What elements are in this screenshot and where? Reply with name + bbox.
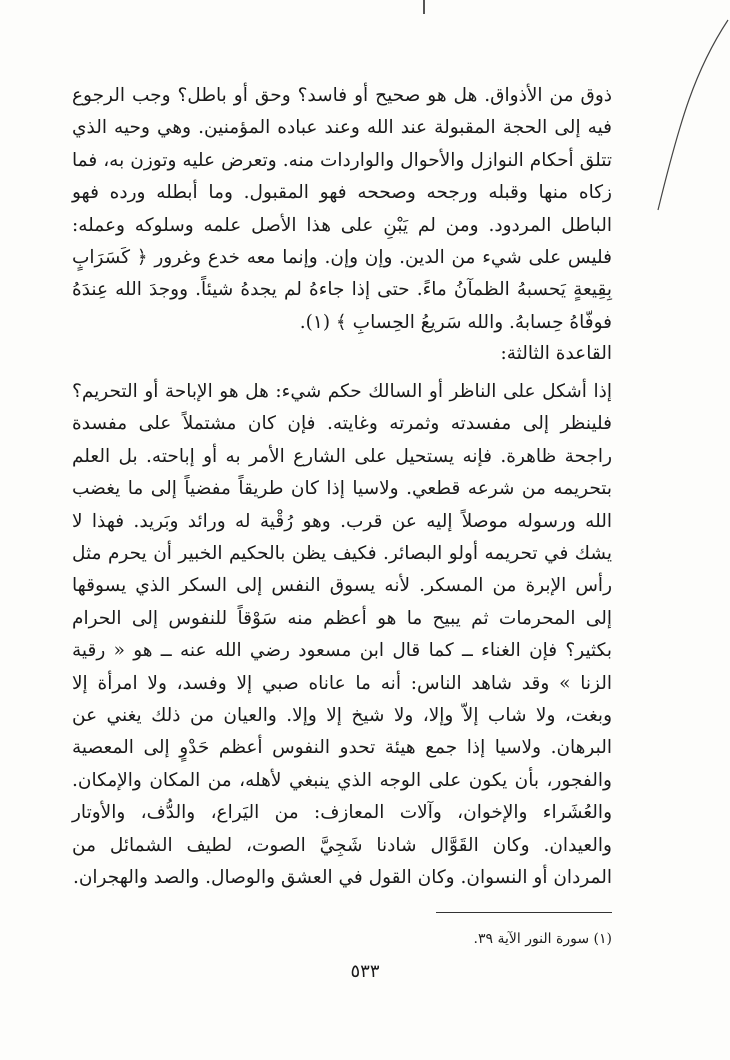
section-heading: القاعدة الثالثة: xyxy=(500,343,612,364)
footnote: (١) سورة النور الآية ٣٩. xyxy=(473,931,612,947)
page-number: ٥٣٣ xyxy=(350,961,380,982)
top-mark xyxy=(423,0,425,14)
footnote-rule xyxy=(436,912,612,913)
paragraph-2: إذا أشكل على الناظر أو السالك حكم شيء: هل هو الإباحة أو التحريم؟ فلينظر إلى مفسدته وثمرته وغايته. فإن كان مشتملاً على مفسدة راجحة ظاهرة. فإنه يستحيل على الشارع الأمر به أو إباحته. بل العلم بتحريمه من شرعه قطعي. ولاسيا إذا كان طريقاً مفضياً إلى ما يغضب الله ورسوله موصلاً إليه عن قرب. وهو رُقْية له ورائد وبَريد. فهذا لا يشك في تحريمه أولو البصائر. فكيف يظن بالحكيم الخبير أن يحرم مثل رأس الإبرة من المسكر. لأنه يسوق النفس إلى السكر الذي يسوقها إلى المحرمات ثم يبيح ما هو أعظم منه سَوْقاً للنفوس إلى الحرام بكثير؟ فإن الغناء ــ كما قال ابن مسعود رضي الله عنه ــ هو « رقية الزنا » وقد شاهد الناس: أنه ما عاناه صبي إلا وفسد، ولا امرأة إلا وبغت، ولا شاب إلاّ وإلا، ولا شيخ إلا وإلا. والعيان من ذلك يغني عن البرهان. ولاسيا إذا جمع هيئة تحدو النفوس أعظم حَدْوٍ إلى المعصية والفجور، بأن يكون على الوجه الذي ينبغي لأهله، من المكان والإمكان. والعُشَراء والإخوان، وآلات المعازف: من اليَراع، والدُّف، والأوتار والعيدان. وكان القَوَّال شادنا شَجِيَّ الصوت، لطيف الشمائل من المردان أو النسوان. وكان القول في العشق والوصال. والصد والهجران. xyxy=(72,381,612,889)
page-edge-curve xyxy=(650,0,730,230)
paragraph-1: ذوق من الأذواق. هل هو صحيح أو فاسد؟ وحق أو باطل؟ وجب الرجوع فيه إلى الحجة المقبولة عند الله وعند عباده المؤمنين. وهي وحيه الذي تتلق أحكام النوازل والأحوال والواردات منه. وتعرض عليه وتوزن به، فما زكاه منها وقبله ورجحه وصححه فهو المقبول. وما أبطله ورده فهو الباطل المردود. ومن لم يَبْنِ على هذا الأصل علمه وسلوكه وعمله: فليس على شيء من الدين. وإن وإن. وإنما معه خدع وغرور ﴿ كَسَرَابٍ بِقِيعةٍ يَحسبهُ الظمآنُ ماءً. حتى إذا جاءهُ لم يجدهُ شيئاً. ووجدَ الله عِندَهُ فوفّاهُ حِسابهُ. والله سَريعُ الحِسابِ ﴾ (١). xyxy=(72,85,612,333)
